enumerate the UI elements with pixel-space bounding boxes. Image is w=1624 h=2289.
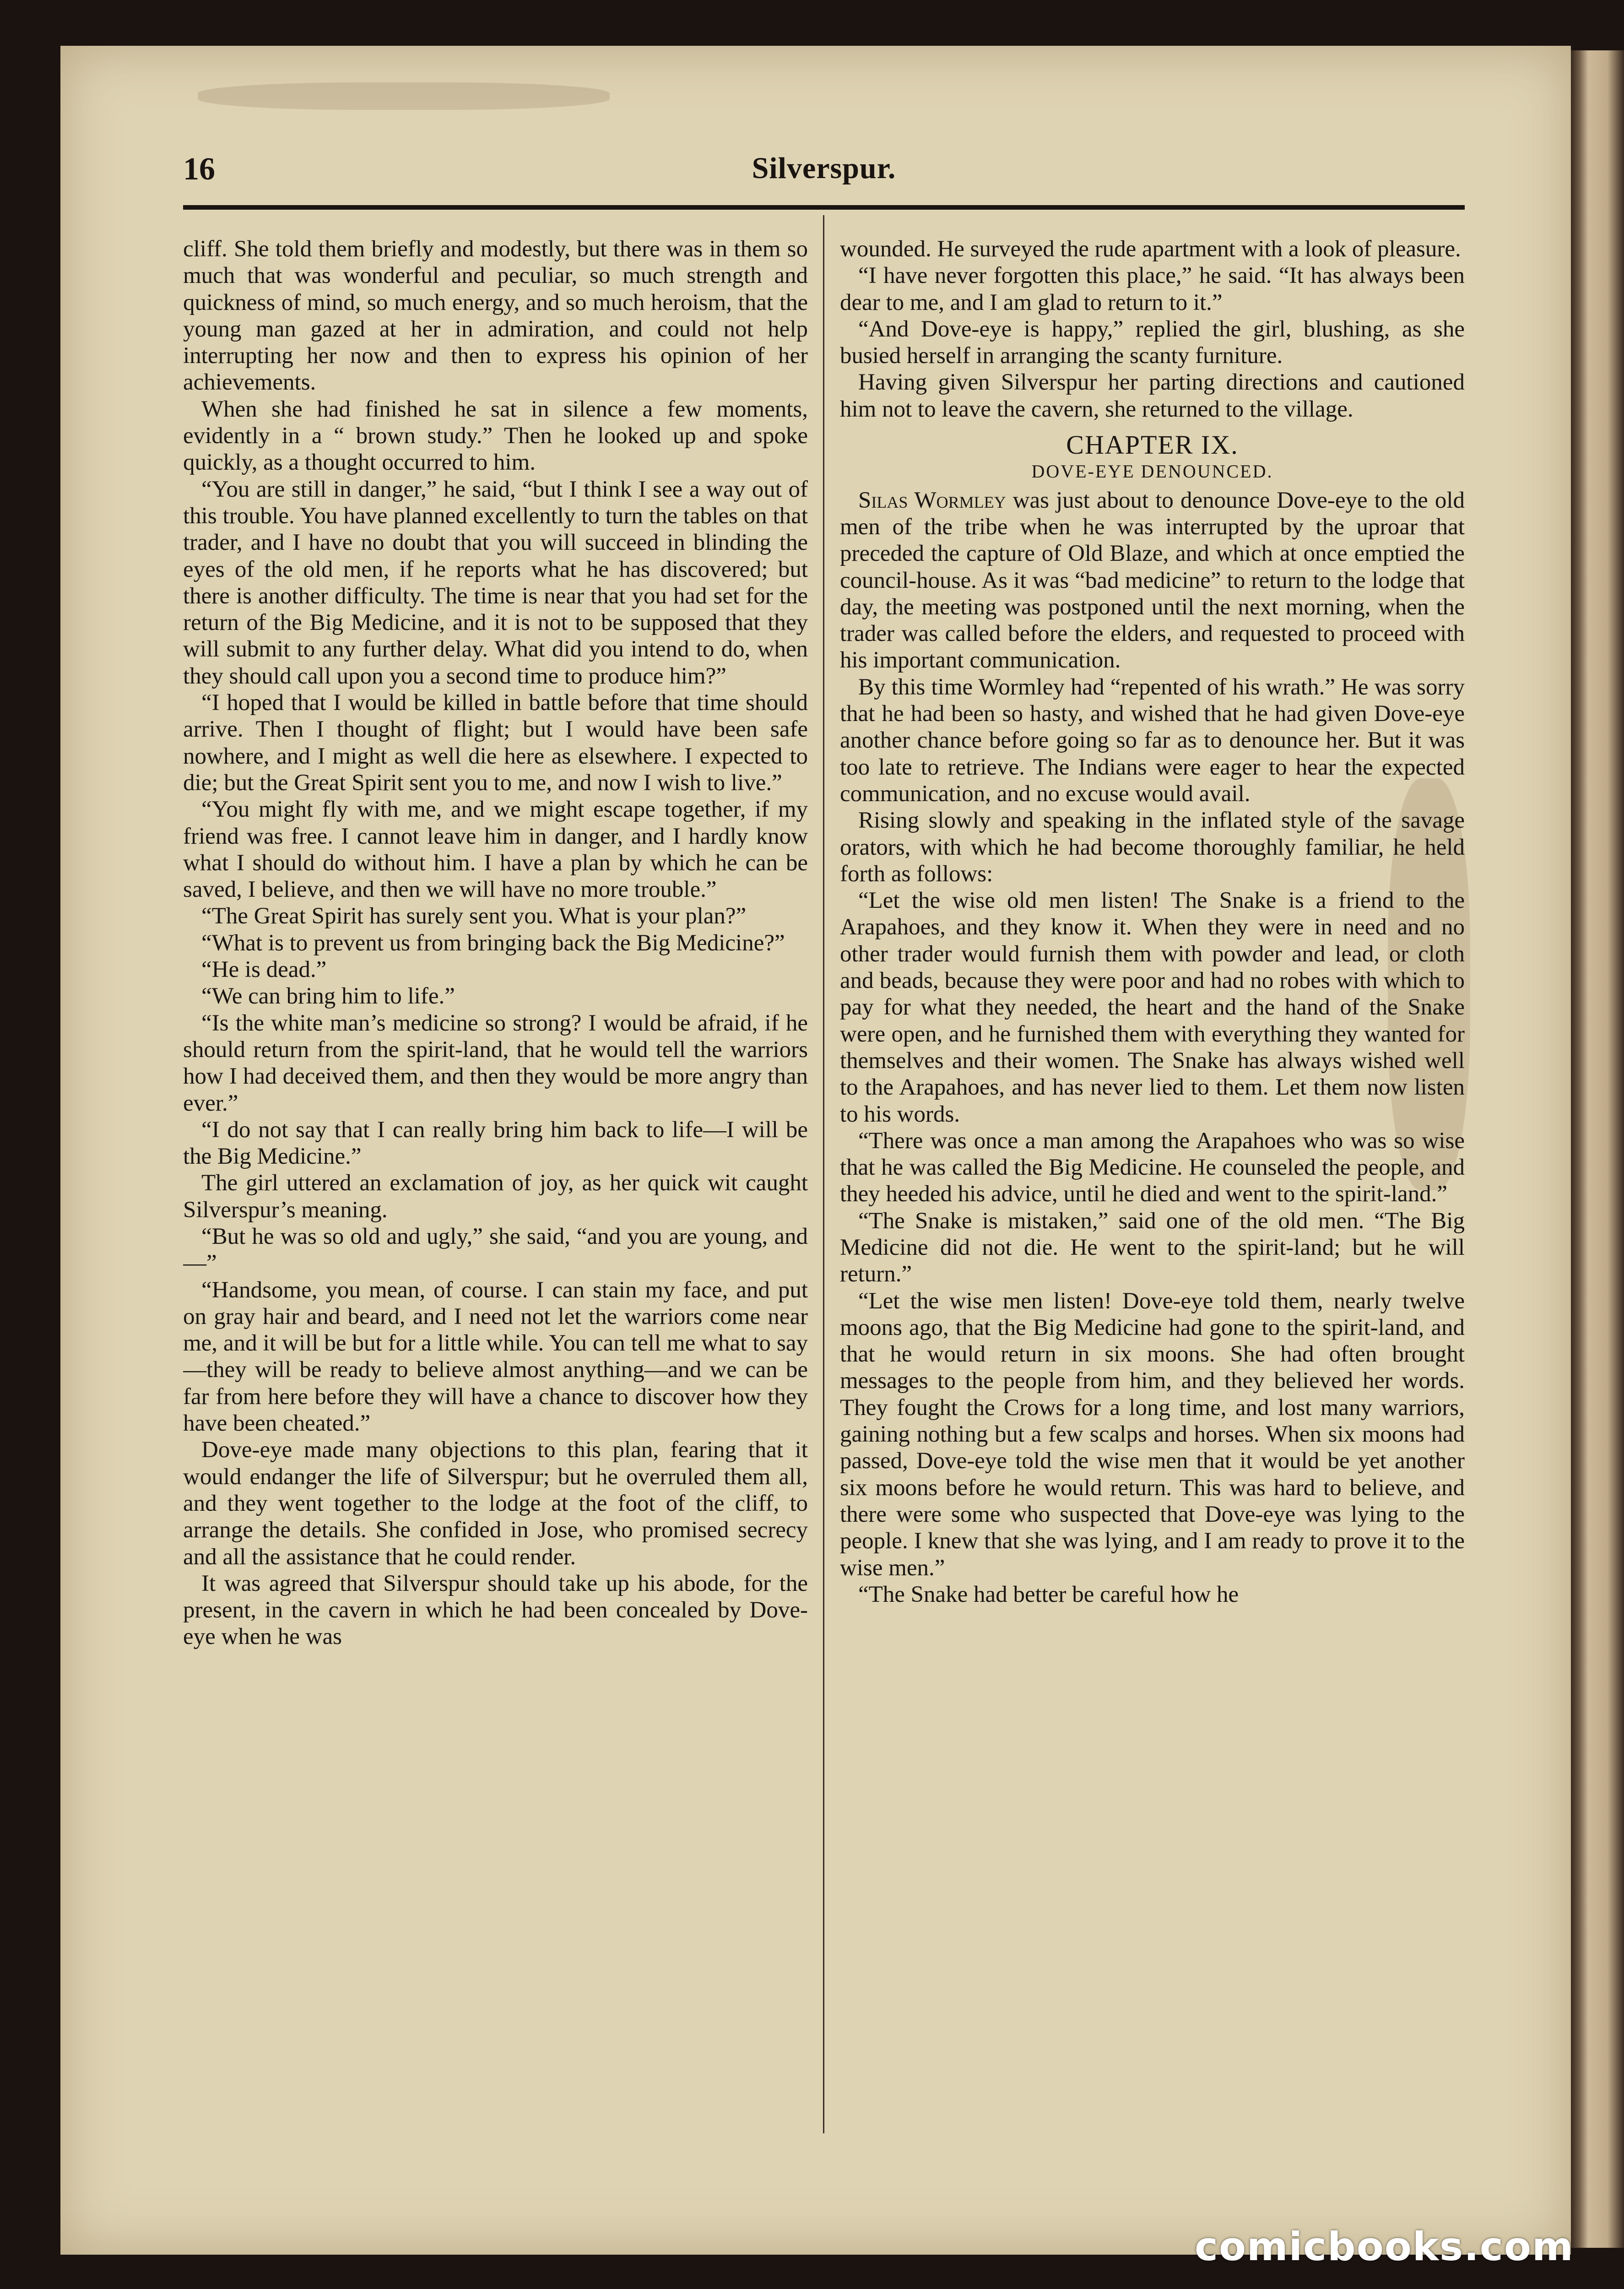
paragraph: “The Great Spirit has surely sent you. What is your plan?” bbox=[201, 903, 747, 929]
paragraph: When she had finished he sat in silence a few moments, evidently in a “ brown study.” Then he looked up and spoke quickly, as a thought occurred to him. bbox=[183, 396, 808, 476]
paragraph: “There was once a man among the Arapahoes who was so wise that he was called the Big Medicine. He counseled the people, and they heeded his advice, until he died and went to the spirit-land.” bbox=[840, 1128, 1465, 1207]
page-number: 16 bbox=[183, 152, 215, 187]
paragraph: “Let the wise men listen! Dove-eye told them, nearly twelve moons ago, that the Big Medicine had gone to the spirit-land, and that he would return in six moons. She had often brought messages to the people from him, and they believed her words. They fought the Crows for a long time, and lost many warriors, gaining nothing but a few scalps and horses. When six moons had passed, Dove-eye told the wise men that it would be yet another six moons before he would return. This was hard to believe, and there were some who suspected that Dove-eye was lying to the people. I knew that she was lying, and I am ready to prove it to the wise men.” bbox=[840, 1288, 1465, 1581]
paragraph: “You are still in danger,” he said, “but I think I see a way out of this trouble. You have planned excellently to turn the tables on that trader, and I have no doubt that you will succeed in blinding the eyes of the old men, if he reports what he has discovered; but there is another difficulty. The time is near that you had set for the return of the Big Medicine, and it is not to be supposed that they will submit to any further delay. What did you intend to do, when they should call upon you a second time to produce him?” bbox=[183, 476, 808, 689]
paragraph: “I have never forgotten this place,” he said. “It has always been dear to me, and I am glad to return to it.” bbox=[840, 263, 1465, 315]
paragraph: “You might fly with me, and we might escape together, if my friend was free. I cannot leave him in danger, and I hardly know what I should do without him. I have a plan by which he can be saved, I believe, and then we will have no more trouble.” bbox=[183, 797, 808, 903]
paragraph: “But he was so old and ugly,” she said, “and you are young, and—” bbox=[183, 1223, 808, 1276]
paragraph: “We can bring him to life.” bbox=[201, 983, 455, 1009]
column-divider bbox=[823, 215, 824, 2133]
paragraph: By this time Wormley had “repented of his wrath.” He was sorry that he had been so hasty, and wished that he had given Dove-eye another chance before going so far as to denounce her. But it was too late to retrieve. The Indians were eager to hear the expected communication, and no excuse would avail. bbox=[840, 674, 1465, 807]
paragraph: “The Snake is mistaken,” said one of the old men. “The Big Medicine did not die. He went to the spirit-land; but he will return.” bbox=[840, 1208, 1465, 1287]
left-column bbox=[183, 236, 808, 2136]
right-column bbox=[840, 236, 1465, 2136]
binding-edge bbox=[1569, 50, 1624, 2248]
chapter-subtitle: DOVE-EYE DENOUNCED. bbox=[1031, 461, 1273, 482]
paragraph: Dove-eye made many objections to this plan, fearing that it would endanger the life of Silverspur; but he overruled them all, and they went together to the lodge at the foot of the cliff, to arrange the details. She confided in Jose, who promised secrecy and all the assistance that he could render. bbox=[183, 1437, 808, 1570]
paragraph: It was agreed that Silverspur should take up his abode, for the present, in the cavern in which he had been concealed by Dove-eye when he was bbox=[183, 1570, 808, 1650]
chapter-opening-paragraph bbox=[840, 487, 1465, 674]
paragraph: The girl uttered an exclamation of joy, as her quick wit caught Silverspur’s meaning. bbox=[183, 1170, 808, 1223]
header-rule bbox=[183, 205, 1465, 210]
paragraph: “Handsome, you mean, of course. I can stain my face, and put on gray hair and beard, and I need not let the warriors come near me, and it will be but for a little while. You can tell me what to say—they will be ready to believe almost anything—and we can be far from here before they will have a chance to discover how they have been cheated.” bbox=[183, 1277, 808, 1437]
paragraph: “I hoped that I would be killed in battle before that time should arrive. Then I thought of flight; but I would have been safe nowhere, and I might as well die here as elsewhere. I expected to die; but the Great Spirit sent you to me, and now I wish to live.” bbox=[183, 690, 808, 796]
paragraph: Having given Silverspur her parting directions and cautioned him not to leave the cavern, she returned to the village. bbox=[840, 369, 1465, 422]
paragraph: “What is to prevent us from bringing back the Big Medicine?” bbox=[201, 930, 785, 956]
paper-stain bbox=[198, 82, 610, 110]
site-watermark: comicbooks.com bbox=[1195, 2224, 1574, 2270]
paragraph: “I do not say that I can really bring him back to life—I will be the Big Medicine.” bbox=[183, 1117, 808, 1170]
paragraph: “The Snake had better be careful how he bbox=[858, 1581, 1239, 1607]
page-header bbox=[183, 151, 1465, 206]
running-title: Silverspur. bbox=[752, 152, 896, 185]
paragraph: “Let the wise old men listen! The Snake is a friend to the Arapahoes, and they know it. When they were in need and no other trader would furnish them with powder and lead, or cloth and beads, because they were poor and had no robes with which to pay for what they needed, the heart and the hand of the Snake were open, and he furnished them with everything they wanted for themselves and their women. The Snake has always wished well to the Arapahoes, and has never lied to them. Let them now listen to his words. bbox=[840, 888, 1465, 1127]
paragraph: Rising slowly and speaking in the inflated style of the savage orators, with which he had become thoroughly familiar, he held forth as follows: bbox=[840, 808, 1465, 887]
paragraph: “Is the white man’s medicine so strong? I would be afraid, if he should return from the spirit-land, that he would tell the warriors how I had deceived them, and then they would be more angry than ever.” bbox=[183, 1010, 808, 1116]
opening-smallcaps: Silas Wormley bbox=[858, 487, 1006, 513]
chapter-title: CHAPTER IX. bbox=[1066, 430, 1239, 460]
opening-text: was just about to denounce Dove-eye to the old men of the tribe when he was interrupted by the uproar that preceded the capture of Old Blaze, and which at once emptied the council-house. As it was “bad medicine” to return to the lodge that day, the meeting was postponed until the next morning, when the trader was called before the elders, and requested to proceed with his important communication. bbox=[840, 487, 1465, 673]
paragraph: “He is dead.” bbox=[201, 957, 327, 983]
paragraph: “And Dove-eye is happy,” replied the girl, blushing, as she busied herself in arranging the scanty furniture. bbox=[840, 316, 1465, 369]
paragraph: wounded. He surveyed the rude apartment with a look of pleasure. bbox=[840, 236, 1461, 262]
paragraph: cliff. She told them briefly and modestly, but there was in them so much that was wonderful and peculiar, so much strength and quickness of mind, so much energy, and so much heroism, that the young man gazed at her in admiration, and could not help interrupting her now and then to express his opinion of her achievements. bbox=[183, 236, 808, 396]
